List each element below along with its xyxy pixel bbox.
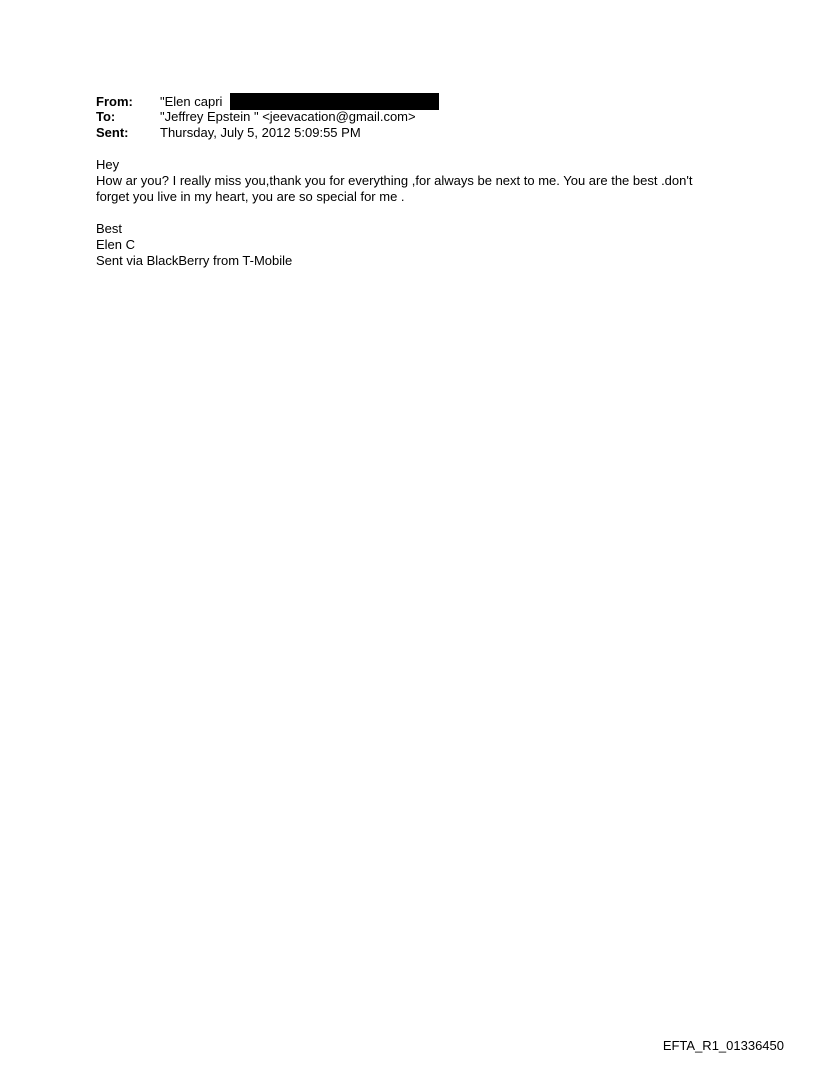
sent-label: Sent: bbox=[96, 125, 129, 140]
document-id: EFTA_R1_01336450 bbox=[662, 1038, 784, 1053]
from-value bbox=[160, 93, 439, 110]
message-line-1: How ar you? I really miss you,thank you for everything ,for always be next to me. You are the best .don't bbox=[96, 173, 693, 188]
to-row bbox=[96, 109, 439, 125]
to-label: To: bbox=[96, 109, 116, 124]
closing: Best bbox=[96, 221, 123, 236]
from-row bbox=[96, 93, 439, 109]
from-label: From: bbox=[96, 93, 133, 109]
from-sender-name: "Elen capri bbox=[160, 93, 227, 109]
sent-row bbox=[96, 125, 439, 141]
redaction-block bbox=[230, 93, 439, 110]
sent-value: Thursday, July 5, 2012 5:09:55 PM bbox=[160, 125, 361, 140]
greeting: Hey bbox=[96, 157, 120, 172]
signature: Elen C bbox=[96, 237, 136, 252]
email-body bbox=[96, 157, 736, 269]
email-header bbox=[96, 93, 439, 141]
sent-via: Sent via BlackBerry from T-Mobile bbox=[96, 253, 293, 268]
paragraph-gap bbox=[96, 205, 736, 221]
to-value: "Jeffrey Epstein " <jeevacation@gmail.com> bbox=[160, 109, 416, 124]
message-line-2: forget you live in my heart, you are so special for me . bbox=[96, 189, 405, 204]
